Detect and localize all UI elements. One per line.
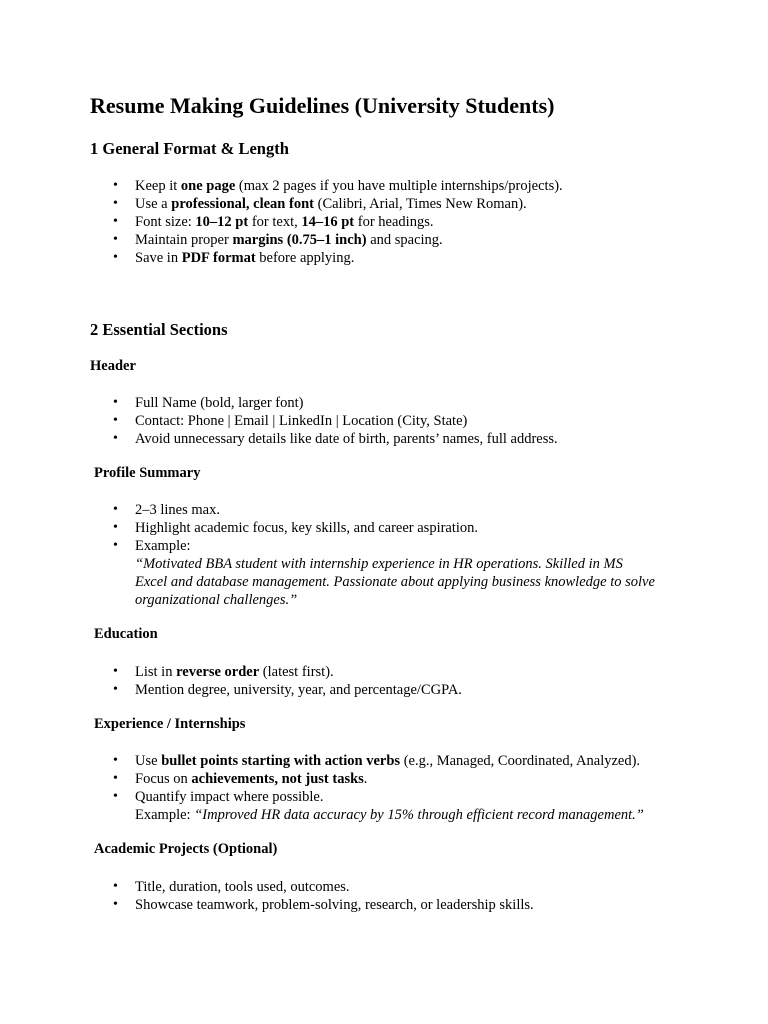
list-item: • 2–3 lines max.	[0, 501, 640, 519]
subheading-education: Education	[94, 626, 158, 642]
list-item: • Highlight academic focus, key skills, and career aspiration.	[0, 519, 640, 537]
list-item: • Full Name (bold, larger font)	[0, 394, 640, 412]
example-quote-line: Excel and database management. Passionate about applying business knowledge to solve	[135, 574, 655, 590]
list-item: • Avoid unnecessary details like date of birth, parents’ names, full address.	[0, 430, 640, 448]
list-item: • Mention degree, university, year, and percentage/CGPA.	[0, 681, 640, 699]
list-item: • Use bullet points starting with action verbs (e.g., Managed, Coordinated, Analyzed).	[0, 752, 640, 770]
example-line: Example: “Improved HR data accuracy by 15% through efficient record management.”	[135, 807, 644, 823]
profile-summary-list	[0, 501, 655, 609]
education-list	[0, 663, 640, 699]
subheading-experience: Experience / Internships	[94, 716, 246, 732]
list-item: • List in reverse order (latest first).	[0, 663, 640, 681]
list-item: • Quantify impact where possible. Example: “Improved HR data accuracy by 15% through efficient record management.”	[0, 788, 640, 824]
list-item: • Maintain proper margins (0.75–1 inch) and spacing.	[0, 231, 640, 249]
list-item: • Title, duration, tools used, outcomes.	[0, 878, 640, 896]
list-item: • Keep it one page (max 2 pages if you have multiple internships/projects).	[0, 177, 640, 195]
example-quote-line: “Motivated BBA student with internship experience in HR operations. Skilled in MS	[135, 556, 623, 572]
experience-list	[0, 752, 644, 824]
list-item: • Focus on achievements, not just tasks.	[0, 770, 640, 788]
section-heading-general-format: 1 General Format & Length	[90, 139, 289, 158]
subheading-header: Header	[90, 358, 136, 374]
list-item: • Contact: Phone | Email | LinkedIn | Location (City, State)	[0, 412, 640, 430]
list-item: • Font size: 10–12 pt for text, 14–16 pt for headings.	[0, 213, 640, 231]
header-list	[0, 394, 640, 448]
list-item: • Use a professional, clean font (Calibri, Arial, Times New Roman).	[0, 195, 640, 213]
list-item	[0, 537, 655, 609]
subheading-academic-projects: Academic Projects (Optional)	[94, 841, 278, 857]
example-label: • Example:	[135, 538, 191, 554]
general-format-list	[0, 177, 640, 267]
list-item: • Save in PDF format before applying.	[0, 249, 640, 267]
section-heading-essential-sections: 2 Essential Sections	[90, 320, 228, 339]
example-quote-line: organizational challenges.”	[135, 592, 298, 608]
list-item: • Showcase teamwork, problem-solving, research, or leadership skills.	[0, 896, 640, 914]
academic-projects-list	[0, 878, 640, 914]
subheading-profile-summary: Profile Summary	[94, 465, 201, 481]
document-title: Resume Making Guidelines (University Students)	[90, 93, 555, 118]
